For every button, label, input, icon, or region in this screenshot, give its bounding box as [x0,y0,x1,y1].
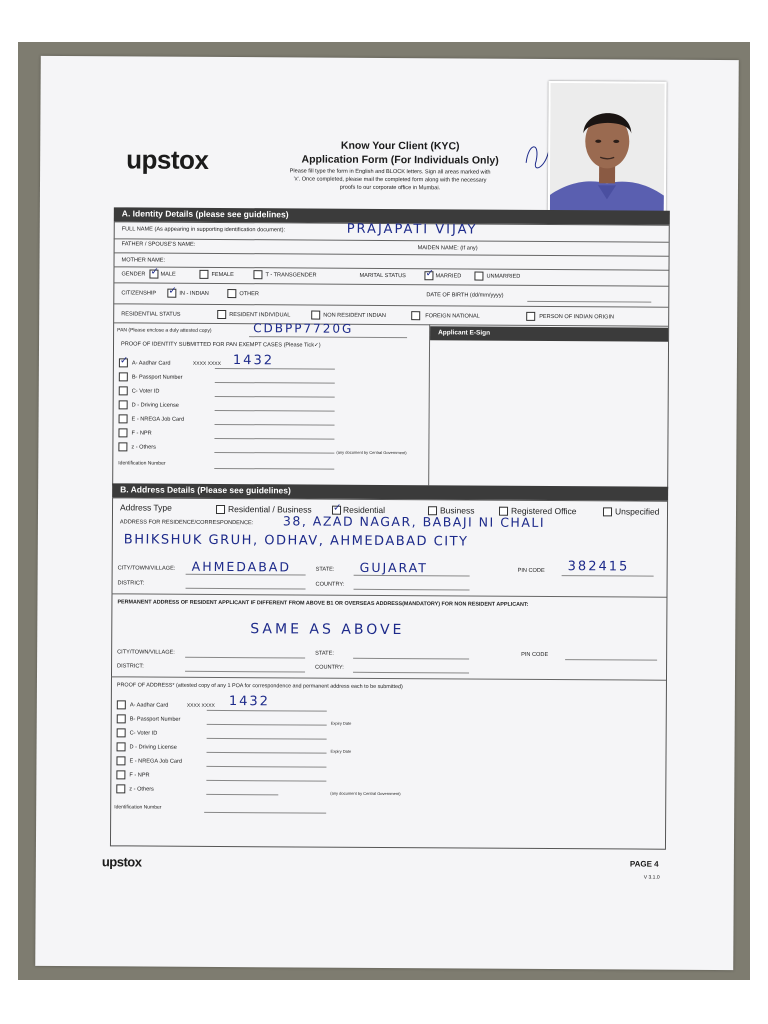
poi-driving-checkbox[interactable] [119,400,128,409]
poa-aadhar-mask: XXXX XXXX [186,702,215,709]
marital-status-label: MARITAL STATUS [359,272,406,280]
poi-label: PROOF OF IDENTITY SUBMITTED FOR PAN EXEMPT CASES (Please Tick✓) [121,341,321,349]
citizenship-other-label: OTHER [239,291,259,298]
poa-nrega-label: E - NREGA Job Card [129,758,183,765]
poa-others-checkbox[interactable] [116,784,125,793]
poi-others-note: (any document by Central Government) [336,449,407,456]
form-subtitle: Application Form (For Individuals Only) [301,153,499,167]
pan-value[interactable]: CDBPP7720G [253,321,354,336]
poa-nrega-checkbox[interactable] [116,756,125,765]
pin-label: PIN CODE [517,567,545,574]
father-name-label: FATHER / SPOUSE'S NAME: [121,241,196,248]
citizenship-indian-checkbox[interactable] [167,289,176,298]
applicant-photo [548,81,667,224]
address-line-2[interactable]: BHIKSHUK GRUH, ODHAV, AHMEDABAD CITY [123,532,469,550]
gender-transgender-label: T - TRANSGENDER [265,272,317,279]
residential-status-label: RESIDENTIAL STATUS [121,311,181,318]
marital-unmarried-checkbox[interactable] [474,272,483,281]
poa-passport-checkbox[interactable] [117,714,126,723]
poa-others-label: z - Others [129,786,154,793]
gender-transgender-checkbox[interactable] [253,270,262,279]
foreign-national-label: FOREIGN NATIONAL [425,313,480,320]
non-resident-indian-label: NON RESIDENT INDIAN [323,312,386,319]
address-type-unspecified-checkbox[interactable] [603,507,612,516]
poa-voter-checkbox[interactable] [117,728,126,737]
citizenship-indian-label: IN - INDIAN [179,290,209,297]
poi-aadhar-number[interactable]: 1432 [232,353,275,369]
poi-others-checkbox[interactable] [118,442,127,451]
poa-driving-expiry-label: Expiry Date [330,748,352,754]
poa-driving-label: D - Driving License [129,744,177,751]
maiden-name-label: MAIDEN NAME: (If any) [417,245,478,252]
gender-male-label: MALE [160,271,176,278]
poi-others-label: z - Others [131,444,156,451]
address-type-resbus-label: Residential / Business [227,504,312,515]
gender-female-checkbox[interactable] [199,270,208,279]
footer-upstox-logo: upstox [101,854,142,870]
foreign-national-checkbox[interactable] [411,311,420,320]
permanent-country-label: COUNTRY: [315,664,344,671]
poa-passport-expiry-label: Expiry Date [330,720,352,726]
mother-name-label: MOTHER NAME: [121,257,166,264]
marital-unmarried-label: UNMARRIED [486,273,521,280]
address-type-unspecified-label: Unspecified [614,506,660,517]
citizenship-other-checkbox[interactable] [227,289,236,298]
pan-label: PAN (Please enclose a duly attested copy) [117,327,212,334]
residence-address-label: ADDRESS FOR RESIDENCE/CORRESPONDENCE: [119,519,254,527]
poi-nrega-checkbox[interactable] [119,414,128,423]
non-resident-indian-checkbox[interactable] [311,311,320,320]
full-name-label: FULL NAME (As appearing in supporting identification document): [121,226,286,234]
gender-male-checkbox[interactable] [149,270,158,279]
poi-aadhar-label: A- Aadhar Card [131,360,171,367]
esign-area[interactable] [429,340,668,485]
person-of-indian-origin-label: PERSON OF INDIAN ORIGIN [539,313,615,321]
poi-voter-label: C- Voter ID [131,388,160,395]
poa-id-number-label: Identification Number [114,804,162,811]
permanent-city-label: CITY/TOWN/VILLAGE: [117,649,175,656]
gender-female-label: FEMALE [211,271,234,279]
address-type-registered-label: Registered Office [510,505,577,517]
poi-voter-checkbox[interactable] [119,386,128,395]
address-section-box [110,497,668,849]
citizenship-label: CITIZENSHIP [121,290,157,297]
poa-npr-label: F - NPR [129,772,150,779]
poa-label: PROOF OF ADDRESS* (attested copy of any 1 POA for correspondence and permanent address each to be submitted) [116,682,403,691]
state-value[interactable]: GUJARAT [359,559,428,576]
poa-passport-label: B- Passport Number [129,716,181,723]
full-name-value[interactable]: PRAJAPATI VIJAY [346,221,478,238]
upstox-logo: upstox [126,144,209,175]
esign-heading: Applicant E-Sign [430,326,668,341]
permanent-pin-label: PIN CODE [521,651,549,658]
address-type-label: Address Type [119,502,172,513]
resident-individual-checkbox[interactable] [217,310,226,319]
dob-label: DATE OF BIRTH (dd/mm/yyyy) [426,292,504,299]
kyc-form-sheet [35,56,739,970]
form-version: V 3.1.0 [643,874,660,881]
gender-label: GENDER [121,271,146,278]
address-section-heading: B. Address Details (Please see guidelines) [112,483,668,500]
marital-married-checkbox[interactable] [424,271,433,280]
city-value[interactable]: AHMEDABAD [191,558,292,575]
poa-voter-label: C- Voter ID [129,730,158,737]
poi-driving-label: D - Driving License [131,402,179,409]
poa-driving-checkbox[interactable] [117,742,126,751]
poi-nrega-label: E - NREGA Job Card [131,416,185,423]
person-of-indian-origin-checkbox[interactable] [526,312,535,321]
city-label: CITY/TOWN/VILLAGE: [117,565,176,572]
poi-id-number-label: Identification Number [118,460,166,467]
form-title: Know Your Client (KYC) [340,139,460,153]
country-label: COUNTRY: [315,581,345,588]
permanent-state-label: STATE: [315,650,334,657]
poi-passport-checkbox[interactable] [119,372,128,381]
poi-passport-label: B- Passport Number [131,374,183,381]
poi-aadhar-checkbox[interactable] [119,358,128,367]
instructions: Please fill type the form in English and BLOCK letters. Sign all areas marked with 'x'. Once completed, please mail the completed form along with the necessary proofs to our corporate office in Mumbai. [289,168,491,192]
poa-aadhar-checkbox[interactable] [117,700,126,709]
pin-value[interactable]: 382415 [567,559,630,575]
address-type-resbus-checkbox[interactable] [216,505,225,514]
poi-aadhar-mask: XXXX XXXX [192,360,222,367]
identity-section-heading: A. Identity Details (please see guidelines) [114,207,670,224]
poa-npr-checkbox[interactable] [116,770,125,779]
address-type-business-label: Business [439,505,475,516]
district-label: DISTRICT: [117,580,145,587]
marital-married-label: MARRIED [435,273,462,280]
permanent-address-value[interactable]: SAME AS ABOVE [250,621,405,639]
page-number: PAGE 4 [629,859,659,869]
poa-aadhar-label: A- Aadhar Card [129,702,169,709]
address-type-residential-label: Residential [342,504,386,515]
permanent-district-label: DISTRICT: [117,663,144,670]
state-label: STATE: [315,566,335,573]
poi-npr-label: F - NPR [131,430,152,437]
address-line-1[interactable]: 38, AZAD NAGAR, BABAJI NI CHALI [282,513,546,530]
permanent-address-label: PERMANENT ADDRESS OF RESIDENT APPLICANT IF DIFFERENT FROM ABOVE B1 OR OVERSEAS ADDRESS(MANDATORY) FOR NON RESIDENT APPLICANT: [117,599,529,608]
poa-aadhar-number[interactable]: 1432 [228,694,270,710]
poa-others-note: (any document by Central Government) [330,790,401,797]
poi-npr-checkbox[interactable] [118,428,127,437]
resident-individual-label: RESIDENT INDIVIDUAL [229,312,291,319]
